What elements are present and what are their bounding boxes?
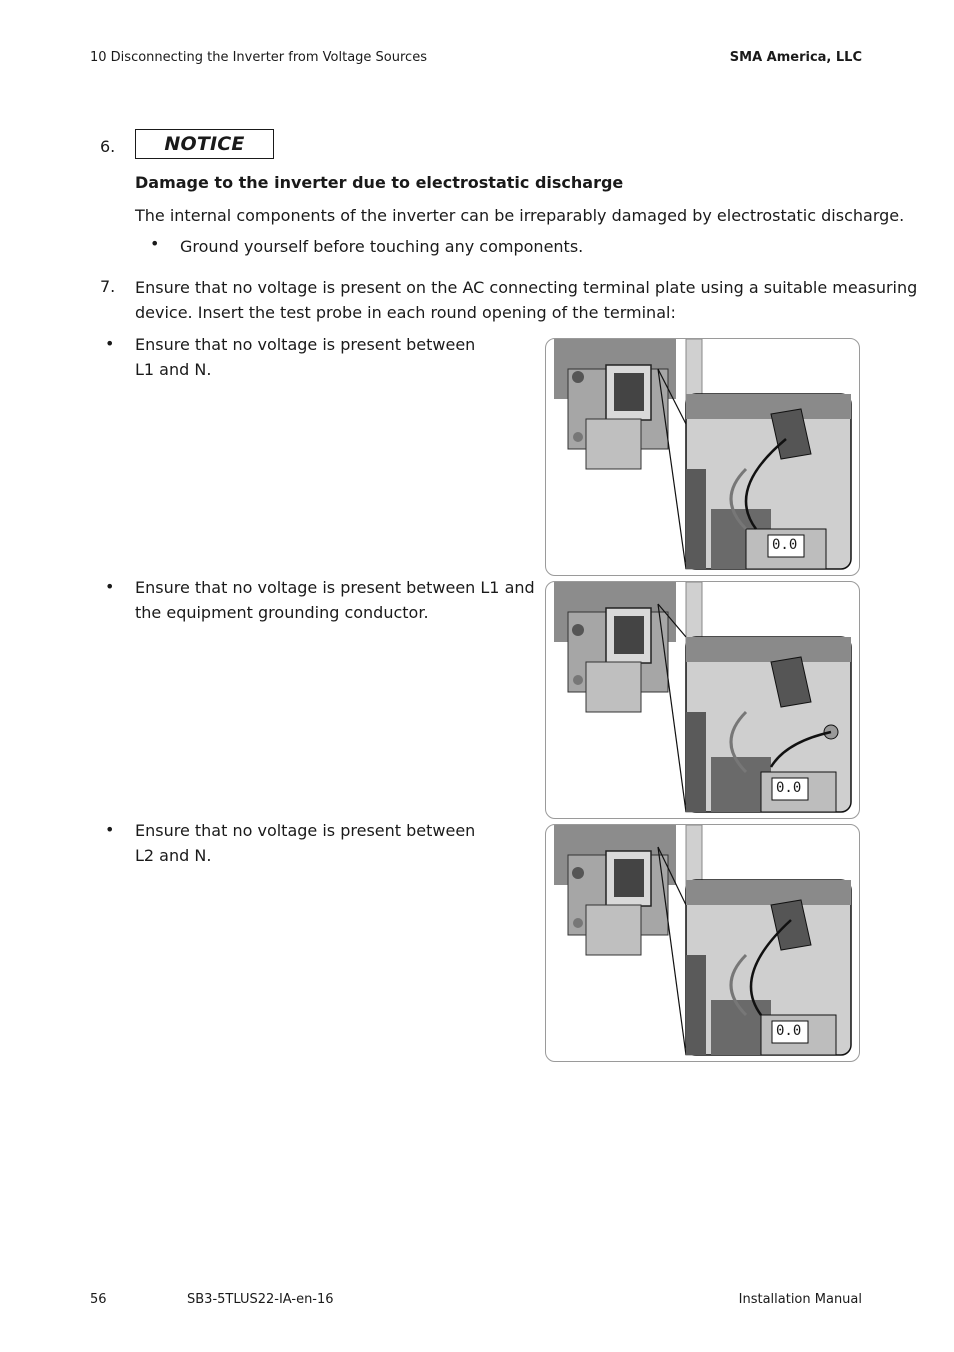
notice-bullet-text: Ground yourself before touching any components. (180, 237, 584, 256)
document-id: SB3-5TLUS22-IA-en-16 (187, 1292, 334, 1307)
check-2-line-2: the equipment grounding conductor. (135, 603, 429, 622)
meter-readout: 0.0 (776, 1023, 802, 1039)
step-7-number: 7. (100, 277, 116, 296)
manual-title: Installation Manual (738, 1292, 862, 1307)
notice-heading: Damage to the inverter due to electrostatic discharge (135, 173, 624, 192)
figure-measure-l1-ground (545, 581, 860, 819)
meter-readout: 0.0 (772, 537, 798, 553)
inverter-illustration (546, 339, 858, 574)
bullet-glyph: • (105, 820, 115, 839)
bullet-glyph: • (150, 234, 160, 253)
step-7-line-1: Ensure that no voltage is present on the AC connecting terminal plate using a suitable measuring (135, 278, 918, 297)
check-3-line-2: L2 and N. (135, 846, 212, 865)
step-7-line-2: device. Insert the test probe in each round opening of the terminal: (135, 303, 676, 322)
meter-readout: 0.0 (776, 780, 802, 796)
step-6-number: 6. (100, 137, 116, 156)
check-2-line-1: Ensure that no voltage is present between L1 and (135, 578, 535, 597)
check-1-line-1: Ensure that no voltage is present between (135, 335, 476, 354)
bullet-glyph: • (105, 334, 115, 353)
figure-measure-l2-n (545, 824, 860, 1062)
inverter-illustration (546, 582, 858, 817)
notice-label: NOTICE (164, 133, 245, 155)
running-header-chapter: 10 Disconnecting the Inverter from Voltage Sources (90, 50, 427, 65)
notice-box (135, 129, 274, 159)
page-number: 56 (90, 1292, 107, 1307)
notice-text: The internal components of the inverter can be irreparably damaged by electrostatic discharge. (135, 206, 905, 225)
running-header-company: SMA America, LLC (729, 50, 862, 65)
inverter-illustration (546, 825, 858, 1060)
check-1-line-2: L1 and N. (135, 360, 212, 379)
figure-measure-l1-n (545, 338, 860, 576)
bullet-glyph: • (105, 577, 115, 596)
check-3-line-1: Ensure that no voltage is present between (135, 821, 476, 840)
